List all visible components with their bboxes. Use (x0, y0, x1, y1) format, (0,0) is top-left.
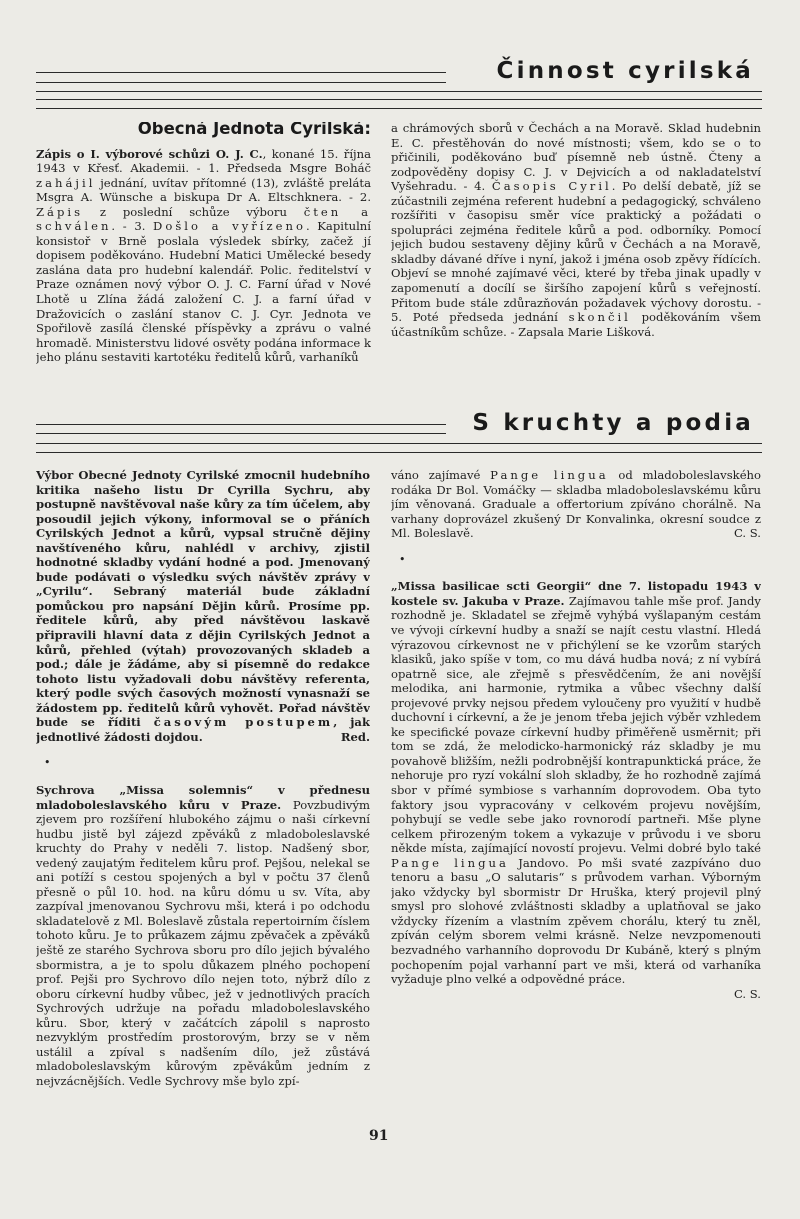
header-rule (36, 452, 762, 453)
section-title-cinnost-cyrilska: Činnost cyrilská (496, 58, 754, 84)
article-ojc-text-continued (391, 121, 761, 339)
section-title-s-kruchty-a-podia: S kruchty a podia (472, 410, 754, 436)
article-missa-solemnis: Sychrova „Missa solemnis“ v přednesu mladoboleslavského kůru v Praze. Povzbudivým zjevem pro rozšíření hlubokého zájmu o naši církevní hudbu jistě byl zájezd zpěváků z mladoboleslavské kruchty do Prahy v neděli 7. listop. Nadšený sbor, vedený zaujatým ředitelem kůru prof. Pejšou, nelekal se ani potíží s cestou spojených a byl v počtu 37 členů přesně o půl 10. hod. na kůru dómu u sv. Víta, aby zazpíval jmenovanou Sychrovu mši, která i po odchodu skladatelově z Ml. Boleslavě zůstala repertoirním číslem tohoto kůru. Je to průkazem zájmu zpěvaček a zpěváků ještě ze starého Sychrova sboru pro dílo jejich bývalého sbormistra, a je to spolu důkazem plného pochopení prof. Pejši pro Sychrovo dílo nejen toto, nýbrž dílo z oboru církevní hudby vůbec, jež v jednotlivých pracích Sychrových udržuje na pořadu mladoboleslavského kůru. Sbor, který v začátcích zápolil s naprosto nezvyklým prostředím prostorovým, brzy se v něm ustálil a zpíval s nadšením dílo, jež zůstává mladoboleslavským kůrovým zpěvákům jedním z nejvzácnějších. Vedle Sychrovy mše bylo zpí- (36, 782, 370, 1088)
article-missa-basilicae: „Missa basilicae scti Georgii“ dne 7. listopadu 1943 v kostele sv. Jakuba v Praze. Zajímavou tahle mše prof. Jandy rozhodně je. Skladatel se zřejmě vyhýbá vyšlapaným cestám ve vývoji církevní hudby a snaží se najít cestu vlastní. Hledá výrazovou církevnost ne v přichýlení se ke vzorům starých klasiků, jako spíše v tom, co mu dává hudba nová; z ní vybírá opatrně sice, ale zřejmě s přesvědčením, že ani novější melodika, ani harmonie, rytmika a vůbec všechny další projevové prvky nejsou předem vyloučeny pro využití v hudbě duchovní i církevní, a že je jenom třeba jejich výběr vzhledem ke specifické povaze církevní hudby přiměřeně usměrnit; při tom se zdá, že melodicko-harmonický ráz skladby je mu povahově bližším, nežli podrobnější kontrapunktická práce, že nehoruje pro ryzí vokální sloh skladby, že ho rozhodně zajímá sbor v přímé symbiose s varhanním doprovodem. Oba tyto faktory jsou vypracovány v celkovém projevu novějším, pohybují se vedle sebe jako rovnorodí partneři. Mše plyne celkem přirozeným tokem a vykazuje v průvodu i ve sboru někde místa, zajímající novostí projevu. Velmi dobré bylo také Pange lingua Jandovo. Po mši svaté zazpíváno duo tenoru a basu „O salutaris“ s průvodem varhan. Výborným jako vždycky byl sbormistr Dr Hruška, který projevil plný smysl pro slohové zvláštnosti skladby a uplatňoval se jako vždycky řízením a vlastním zpěvem chorálu, který tu zněl, zpíván celým sborem velmi krásně. Nelze nevzpomenouti bezvadného varhanního doprovodu Dr Kubáně, který s plným pochopením pojal varhanní part ve mši, která od varhaníka vyžaduje plno velké a odpovědné práce. (391, 579, 761, 987)
signature-cs-2: C. S. (733, 986, 761, 1001)
article-ojc-column-right (391, 121, 761, 381)
header-rule (36, 424, 446, 425)
article-ojc-text: Zápis o I. výborové schůzi O. J. C., konané 15. října 1943 v Křesť. Akademii. - 1. Předseda Msgre Boháč zahájil jednání, uvítav přítomné (13), zvláště preláta Msgra A. Wünsche a biskupa Dr A. Eltschknera. - 2. Zápis z poslední schůze výboru čten a schválen. - 3. Došlo a vyřízeno. Kapitulní konsistoř v Brně poslala výsledek sbírky, začež jí dopisem poděkováno. Hudební Matici Umělecké besedy zaslána data pro hudební kalendář. Polic. ředitelství v Praze oznámen nový výbor O. J. C. Farní úřad v Nové Lhotě u Zlína žádá založení C. J. a farní úřad v Dražovicích o zaslání stanov C. J. Cyr. Jednota ve Spořilově zasílá členské příspěvky a zprávu o valné hromadě. Ministerstvu lidové osvěty podána informace k jeho plánu sestaviti kartotéku ředitelů kůrů, varhaníků (36, 146, 371, 365)
column-right-kruchty (391, 468, 761, 1118)
article-missa-solemnis-continued: váno zajímavé Pange lingua od mladoboleslavského rodáka Dr Bol. Vomáčky — skladba mladoboleslavskému kůru jím věnovaná. Graduale a offertorium zpíváno chorálně. Na varhany doprovázel zkušený Dr Konvalinka, okresní soudce z Ml. Boleslavě. (391, 468, 761, 541)
header-rule (36, 72, 446, 73)
signature-cs: C. S. (733, 526, 761, 541)
header-rule (36, 99, 762, 100)
article-ojc-column-left (36, 122, 371, 390)
bullet-separator: • (399, 552, 406, 566)
article-heading: Obecná Jednota Cyrilská: (137, 122, 371, 138)
header-rule (36, 91, 762, 92)
header-rule (36, 108, 762, 109)
article-announcement: Výbor Obecné Jednoty Cyrilské zmocnil hudebního kritika našeho listu Dr Cyrilla Sychru, aby postupně navštěvoval naše kůry za tím účelem, aby posoudil jejich výkony, informoval se o přáních Cyrilských Jednot a kůrů, vypsal stručně dějiny navštíveného kůru, nahlédl v archivy, zjistil hodnotné skladby vydání hodné a pod. Jmenovaný bude podávati o výsledku svých návštěv zprávy v „Cyrilu“. Sebraný materiál bude základní pomůckou pro napsání Dějin kůrů. Prosíme pp. ředitele kůrů, aby před návštěvou laskavě připravili hlavní data z dějin Cyrilských Jednot a kůrů, přehled (výtah) provozovaných skladeb a pod.; dále je žádáme, aby si písemně do redakce tohoto listu vyžadovali dobu návštěvy referenta, který podle svých časových možností vynasnaží se žádostem pp. ředitelů kůrů vyhovět. Pořad návštěv bude se říditi časovým postupem, jak jednotlivé žádosti dojdou. (36, 468, 370, 744)
article-ojc-continuation: a chrámových sborů v Čechách a na Moravě. Sklad hudebnin E. C. přestěhován do nové místnosti; všem, kdo se o to přičinili, poděkováno buď písemně neb ústně. Čteny a zodpověděny dopisy C. J. v Dejvicích a od nakladatelství Vyšehradu. - 4. Časopis Cyril. Po delší debatě, jíž se zúčastnili zejména referent hudební a pedagogický, schváleno rozšířiti v časopisu směr více praktický a požádati o spolupráci zejména ředitele kůrů a pod. odborníky. Pomocí jejich budou sestaveny dějiny kůrů v Čechách a na Moravě, skladby dávané dříve i nyní, jakož i jména osob zpěvy řídících. Objeví se mnohé zajímavé věci, které by třeba jinak upadly v zapomenutí a docílí se širšího zapojení kůrů s veřejností. Přitom bude stále zdůrazňován požadavek výchovy dorostu. - 5. Poté předseda jednání skončil poděkováním všem účastníkům schůze. - Zapsala Marie Lišková. (391, 121, 761, 339)
header-rule (36, 443, 762, 444)
page-number: 91 (369, 1128, 389, 1144)
signature-red: Red. (340, 729, 370, 744)
bullet-separator: • (44, 756, 51, 770)
column-left-kruchty (36, 468, 370, 1118)
header-rule (36, 433, 446, 434)
header-rule (36, 82, 446, 83)
